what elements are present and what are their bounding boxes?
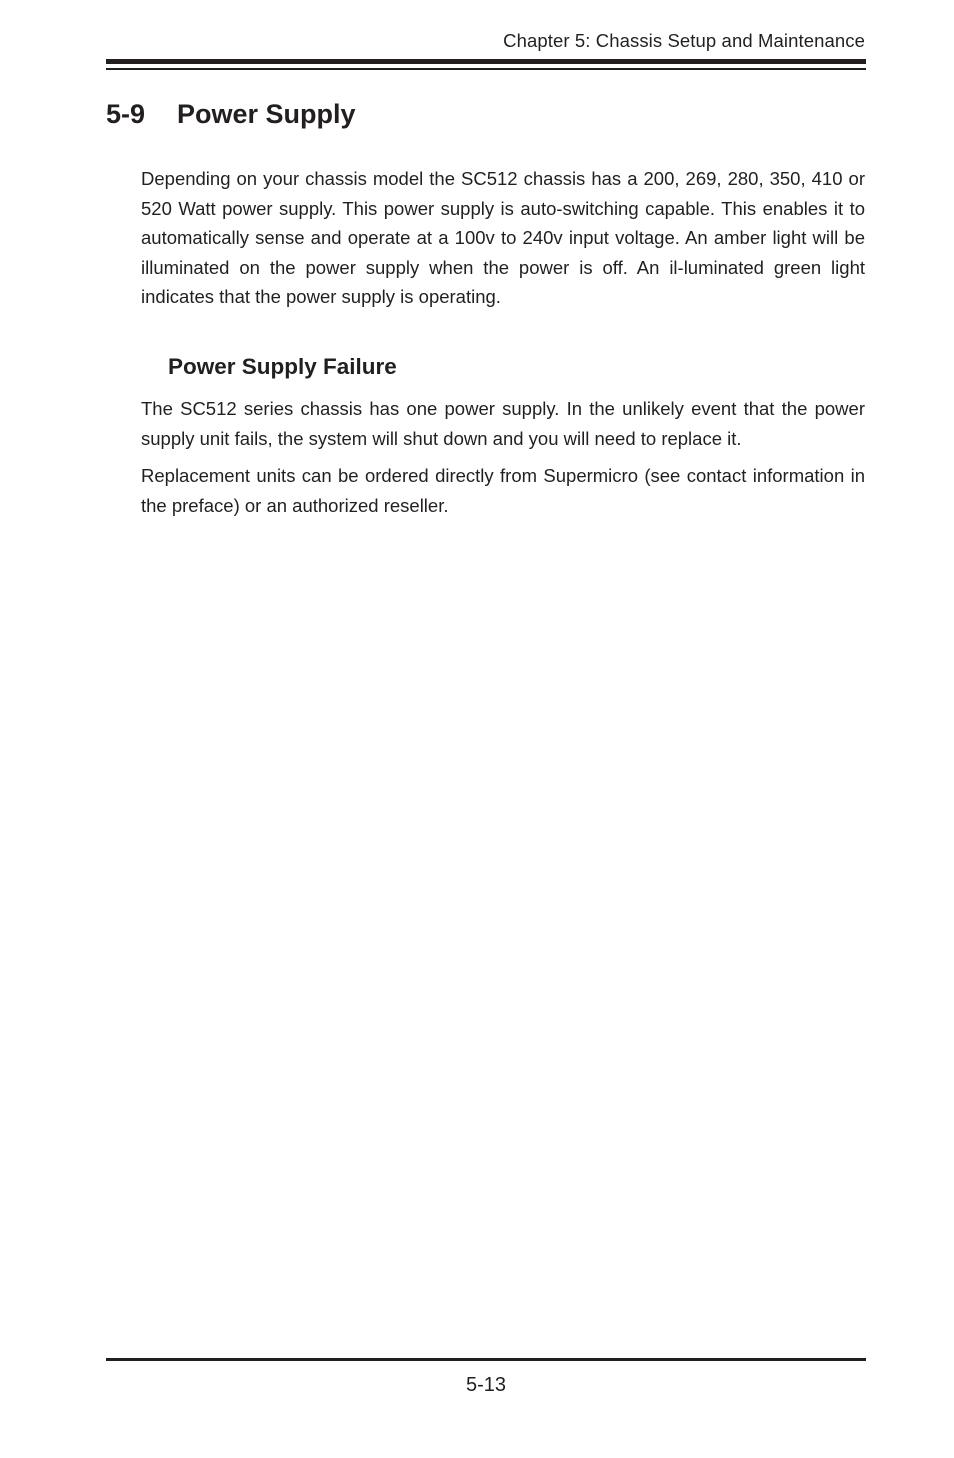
- page-number: 5-13: [465, 1374, 507, 1396]
- running-header: Chapter 5: Chassis Setup and Maintenance: [503, 30, 865, 51]
- replacement-paragraph: Replacement units can be ordered directly from Supermicro (see contact information in the preface) or an authorized reseller.: [141, 465, 865, 516]
- header-rule-thin: [106, 68, 866, 70]
- failure-paragraph: The SC512 series chassis has one power supply. In the unlikely event that the power supply unit fails, the system will shut down and you will need to replace it.: [141, 398, 865, 449]
- section-number: 5-9: [106, 99, 146, 129]
- footer-rule: [106, 1358, 866, 1361]
- section-heading: [106, 99, 356, 130]
- header-rule-thick: [106, 59, 866, 64]
- subsection-heading: Power Supply Failure: [168, 354, 397, 379]
- section-title: Power Supply: [177, 99, 356, 129]
- intro-paragraph: Depending on your chassis model the SC512 chassis has a 200, 269, 280, 350, 410 or 520 Watt power supply. This power supply is auto-switching capable. This enables it to automatically sense and operate at a 100v to 240v input voltage. An amber light will be illuminated on the power supply when the power is off. An il-luminated green light indicates that the power supply is operating.: [141, 168, 865, 307]
